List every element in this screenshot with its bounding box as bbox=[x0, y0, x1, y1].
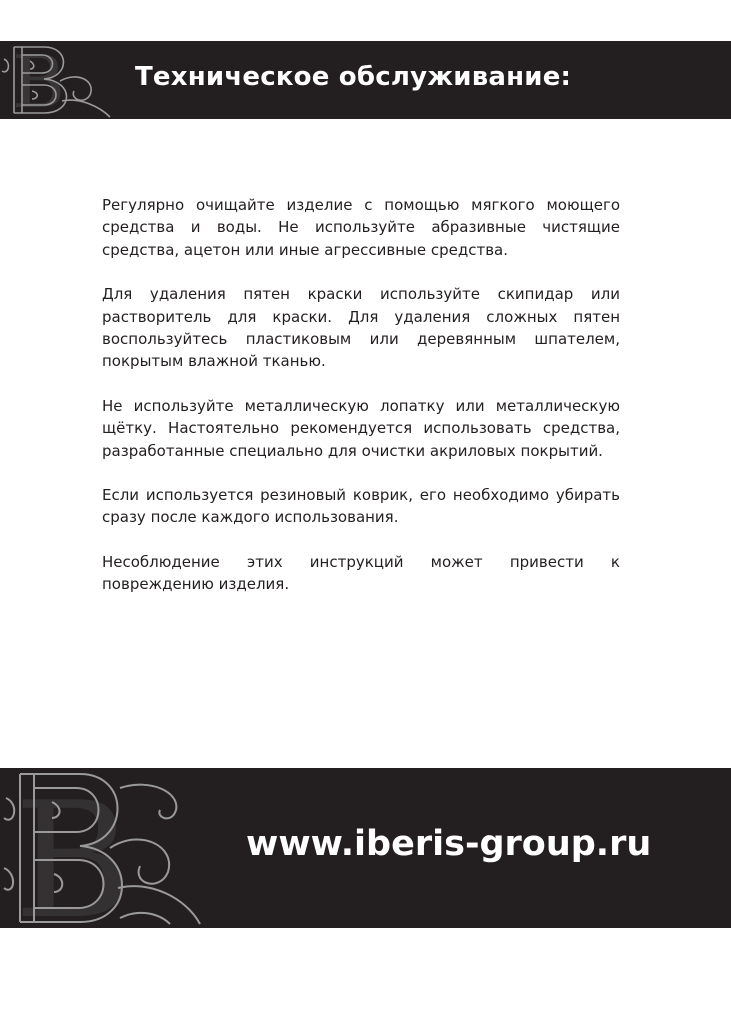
header-logo-letter: B bbox=[12, 41, 65, 119]
page-title: Техническое обслуживание: bbox=[135, 62, 572, 92]
paragraph-metal-tools: Не используйте металлическую лопатку или металлическую щётку. Настоятельно рекомендуется использовать средства, разработанные специально для очистки акриловых покрытий. bbox=[102, 396, 620, 460]
paragraph-rubber-mat: Если используется резиновый коврик, его необходимо убирать сразу после каждого использования. bbox=[102, 486, 620, 527]
maintenance-instructions bbox=[102, 194, 620, 618]
footer-logo-letter: B bbox=[14, 768, 132, 928]
paragraph-warning: Несоблюдение этих инструкций может привести к повреждению изделия. bbox=[102, 552, 620, 594]
footer-band bbox=[0, 768, 731, 928]
website-link[interactable]: www.iberis-group.ru bbox=[246, 824, 652, 864]
ornamental-b-logo-icon-large bbox=[0, 768, 210, 928]
paragraph-cleaning: Регулярно очищайте изделие с помощью мягкого моющего средства и воды. Не используйте абразивные чистящие средства, ацетон или иные агрессивные средства. bbox=[102, 196, 620, 259]
header-band bbox=[0, 41, 731, 119]
paragraph-paint-stains: Для удаления пятен краски используйте скипидар или растворитель для краски. Для удаления сложных пятен воспользуйтесь пластиковым или деревянным шпателем, покрытым влажной тканью. bbox=[102, 285, 620, 371]
ornamental-b-logo-icon bbox=[0, 41, 120, 119]
